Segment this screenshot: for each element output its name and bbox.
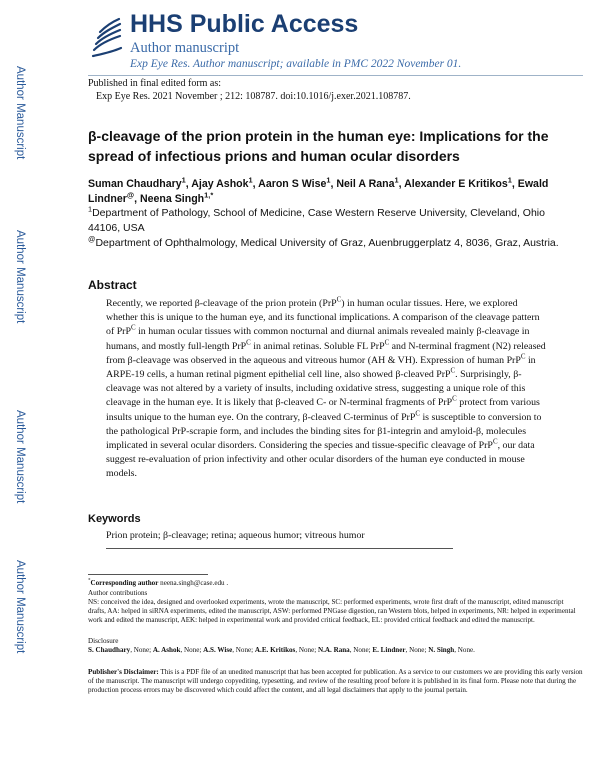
- disclosure-list: [88, 646, 583, 655]
- side-label-author-manuscript: Author Manuscript: [14, 230, 26, 324]
- keywords-heading: Keywords: [88, 513, 141, 525]
- author-name: Suman Chaudhary$^1$: [88, 175, 186, 190]
- side-label-author-manuscript: Author Manuscript: [14, 560, 26, 654]
- affiliation-2: @Department of Ophthalmology, Medical University of Graz, Auenbruggerplatz 4, 8036, Graz, Austria.: [88, 234, 559, 249]
- disclosure-item: A.E. Kritikos, None;: [254, 646, 317, 654]
- author-list: Suman Chaudhary$^1$, Ajay Ashok$^1$, Aaron S Wise$^1$, Neil A Rana$^1$, Alexander E Kritikos$^1$, Ewald Lindner@, Neena Singh$^{1,*}$: [88, 175, 549, 205]
- disclosure-item: N.A. Rana, None;: [318, 646, 371, 654]
- hhs-eagle-logo-icon: [90, 14, 124, 60]
- disclosure-item: E. Lindner, None;: [372, 646, 427, 654]
- affiliation-1: $^1$Department of Pathology, School of Medicine, Case Western Reserve University, Cleveland, Ohio 44106, USA: [88, 204, 545, 234]
- keywords-list: Prion protein; β-cleavage; retina; aqueous humor; vitreous humor: [106, 530, 365, 541]
- published-in-label: Published in final edited form as:: [88, 78, 222, 89]
- hhs-public-access-title: HHS Public Access: [130, 10, 359, 38]
- publisher-disclaimer: Publisher's Disclaimer: This is a PDF file of an unedited manuscript that has been accepted for publication. As a service to our customers we are providing this early version of the manuscript. The manuscript will undergo copyediting, typesetting, and review of the resulting proof before it is published in its final form. Please note that during the production process errors may be discovered which could affect the content, and all legal disclaimers that apply to the journal pertain.: [88, 668, 583, 695]
- disclosure-heading: Disclosure: [88, 637, 119, 645]
- disclosure-item: N. Singh, None.: [428, 646, 475, 654]
- corresponding-author: *Corresponding author neena.singh@case.edu .: [88, 578, 229, 587]
- citation-line: Exp Eye Res. 2021 November ; 212: 108787. doi:10.1016/j.exer.2021.108787.: [96, 91, 411, 102]
- journal-availability: Exp Eye Res. Author manuscript; available in PMC 2022 November 01.: [130, 58, 462, 70]
- author-name: Alexander E Kritikos$^1$: [404, 175, 512, 190]
- author-name: Neil A Rana$^1$: [336, 175, 399, 190]
- author-name: Ewald Lindner@: [88, 178, 549, 205]
- disclosure-item: S. Chaudhary, None;: [88, 646, 152, 654]
- disclosure-item: A. Ashok, None;: [152, 646, 202, 654]
- author-name: Ajay Ashok$^1$: [191, 175, 253, 190]
- contributions-text: NS: conceived the idea, designed and overlooked experiments, wrote the manuscript, SC: performed experiments, wrote first draft of the manuscript, edited manuscript drafts, AA: helped in siRNA experiments, edited the manuscript, ASW: performed PNGase digestion, ran Western blots, helped in experiments, NR: helped in experimental work and edited the manuscript, AEK: helped in experimental work and provided critical feedback, EL: provided critical feedback and edited the manuscript.: [88, 598, 576, 625]
- abstract-heading: Abstract: [88, 278, 137, 292]
- article-title: β-cleavage of the prion protein in the human eye: Implications for the spread of infectious prions and human ocular disorders: [88, 128, 549, 164]
- keywords-divider: [106, 548, 453, 549]
- header-divider: [88, 75, 583, 76]
- side-label-author-manuscript: Author Manuscript: [14, 410, 26, 504]
- disclosure-item: A.S. Wise, None;: [203, 646, 254, 654]
- author-name: Neena Singh$^{1,*}$: [139, 190, 214, 205]
- contributions-heading: Author contributions: [88, 589, 148, 597]
- author-name: Aaron S Wise$^1$: [258, 175, 331, 190]
- abstract-body: Recently, we reported β-cleavage of the prion protein (PrP$^C$) in human ocular tissues. Here, we explored whether this is unique to the human eye, and its functional implications. A comparison of the cleavage pattern of PrP$^C$ in human ocular tissues with common nocturnal and diurnal animals revealed mainly β-cleavage in humans, and mostly full-length PrP$^C$ in animal retinas. Soluble FL PrP$^C$ and N-terminal fragment (N2) released from β-cleavage was observed in the aqueous and vitreous humor (AH & VH). Expression of human PrP$^C$ in ARPE-19 cells, a human retinal pigment epithelial cell line, also showed β-cleaved PrP$^C$. Surprisingly, β-cleavage was not altered by a variety of insults, including oxidative stress, suggesting a unique role of this cleavage in the human eye. It is likely that β-cleaved C- or N-terminal fragments of PrP$^C$ protect from various insults unique to the human eye. On the contrary, β-cleaved C-terminus of PrP$^C$ is susceptible to conversion to the pathological PrP-scrapie form, and includes the binding sites for β1-integrin and amyloid-β, molecules implicated in several ocular disorders. Considering the species and tissue-specific cleavage of PrP$^C$, our data suggest re-evaluation of prion infectivity and other ocular disorders of the human eye conducted in mouse models.: [106, 296, 546, 480]
- footnote-divider: [88, 574, 208, 575]
- side-label-author-manuscript: Author Manuscript: [14, 66, 26, 160]
- author-manuscript-label: Author manuscript: [130, 40, 240, 56]
